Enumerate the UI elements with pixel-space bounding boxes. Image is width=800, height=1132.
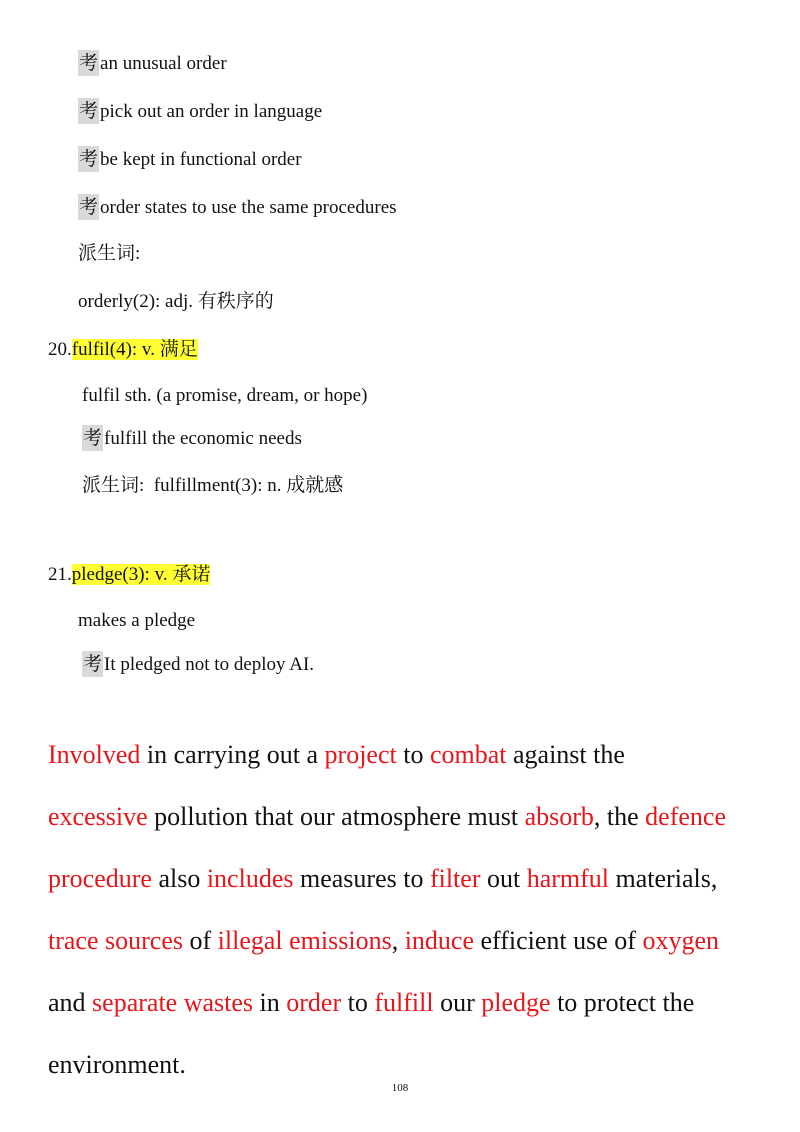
exam-marker: 考 [79, 100, 99, 122]
headword: pledge(3): v. 承诺 [71, 564, 211, 585]
example-text: It pledged not to deploy AI. [104, 654, 315, 675]
example-text: be kept in functional order [100, 149, 302, 170]
paragraph-text: of [182, 926, 218, 955]
vocab-word: defence [645, 802, 726, 831]
vocab-word: project [324, 740, 397, 769]
paragraph-text: pollution that our atmosphere must [147, 802, 525, 831]
paragraph-line [48, 738, 625, 772]
entry-number: 20. [48, 339, 72, 360]
vocab-word: procedure [48, 864, 152, 893]
paragraph-text: measures to [293, 864, 430, 893]
example-text: fulfill the economic needs [104, 428, 302, 449]
exam-marker: 考 [79, 52, 99, 74]
vocab-word: harmful [526, 864, 610, 893]
page-number: 108 [391, 1082, 409, 1094]
entry-heading [48, 562, 210, 588]
paragraph-text: materials, [609, 864, 718, 893]
example-text: an unusual order [100, 53, 227, 74]
exam-marker: 考 [79, 196, 99, 218]
vocab-word: absorb [524, 802, 594, 831]
derived-label: 派生词: [82, 475, 145, 496]
vocab-word: induce [404, 926, 475, 955]
paragraph-line [48, 986, 694, 1020]
exam-marker: 考 [83, 653, 103, 675]
vocab-word: order [286, 988, 342, 1017]
example-line [78, 194, 397, 221]
example-line [78, 98, 322, 125]
summary-paragraph [48, 738, 768, 1078]
derived-label: 派生词: [78, 243, 141, 264]
vocab-word: fulfill [374, 988, 434, 1017]
vocab-word: separate wastes [92, 988, 254, 1017]
vocab-word: combat [429, 740, 507, 769]
usage-line: makes a pledge [78, 610, 196, 631]
paragraph-text: to [341, 988, 375, 1017]
derived-line [82, 473, 343, 499]
vocab-word: trace sources [48, 926, 183, 955]
paragraph-text: also [151, 864, 207, 893]
example-text: pick out an order in language [100, 101, 323, 122]
paragraph-text: in [253, 988, 287, 1017]
headword: fulfil(4): v. 满足 [71, 339, 198, 360]
exam-marker: 考 [83, 427, 103, 449]
example-line [82, 651, 314, 678]
derived-word: fulfillment(3): n. 成就感 [153, 475, 344, 496]
example-line [78, 50, 227, 77]
paragraph-line [48, 800, 726, 834]
vocab-word: oxygen [642, 926, 720, 955]
paragraph-text: environment. [48, 1050, 186, 1079]
example-line [78, 146, 302, 173]
paragraph-text: in carrying out a [140, 740, 325, 769]
derived-word: orderly(2): adj. 有秩序的 [78, 291, 274, 312]
vocab-word: includes [206, 864, 294, 893]
vocab-word: pledge [481, 988, 551, 1017]
paragraph-line [48, 924, 719, 958]
example-line [82, 425, 302, 452]
paragraph-text: out [480, 864, 527, 893]
paragraph-text: , [391, 926, 405, 955]
vocab-word: illegal emissions [217, 926, 392, 955]
paragraph-text: efficient use of [474, 926, 643, 955]
vocab-word: excessive [48, 802, 148, 831]
paragraph-text: to protect the [550, 988, 695, 1017]
paragraph-text: our [433, 988, 482, 1017]
usage-line: fulfil sth. (a promise, dream, or hope) [82, 385, 368, 406]
entry-heading [48, 337, 198, 363]
paragraph-text: , the [593, 802, 646, 831]
paragraph-text: and [48, 988, 93, 1017]
entry-number: 21. [48, 564, 72, 585]
vocab-word: filter [429, 864, 481, 893]
paragraph-line [48, 862, 717, 896]
paragraph-line [48, 1048, 186, 1082]
vocab-word: Involved [48, 740, 141, 769]
exam-marker: 考 [79, 148, 99, 170]
paragraph-text: to [396, 740, 430, 769]
example-text: order states to use the same procedures [100, 197, 397, 218]
paragraph-text: against the [506, 740, 625, 769]
